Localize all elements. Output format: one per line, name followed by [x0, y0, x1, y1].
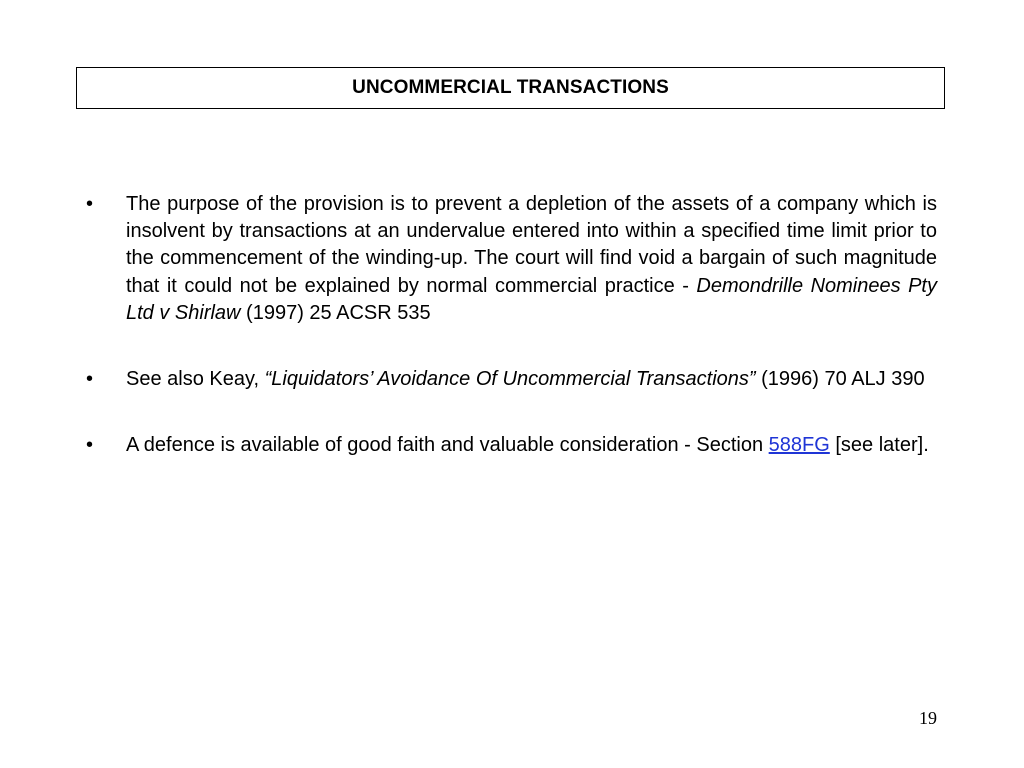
defence-text: A defence is available of good faith and valuable consideration - Section	[126, 434, 769, 457]
article-citation: (1996) 70 ALJ 390	[755, 368, 925, 391]
page-number: 19	[919, 708, 937, 728]
section-588fg-link[interactable]: 588FG	[768, 434, 830, 457]
bullet-marker: •	[86, 434, 94, 457]
case-name: Demondrille Nominees Pty Ltd v Shirlaw	[126, 274, 937, 324]
bullet-item-defence	[84, 432, 937, 459]
case-citation: (1997) 25 ACSR 535	[240, 301, 431, 324]
bullet-item-see-also	[84, 366, 937, 393]
article-title: “Liquidators’ Avoidance Of Uncommercial Transactions”	[264, 368, 756, 391]
see-also-text: See also Keay,	[126, 368, 265, 391]
bullet-list	[84, 191, 937, 459]
slide-title-box	[76, 67, 945, 109]
slide-title: UNCOMMERCIAL TRANSACTIONS	[352, 77, 669, 98]
bullet-item-purpose	[84, 191, 937, 327]
defence-text-after: [see later].	[829, 434, 929, 457]
bullet-marker: •	[86, 193, 94, 215]
purpose-text: The purpose of the provision is to prevent a depletion of the assets of a company which is insolvent by transactions at an undervalue entered into within a specified time limit prior to the commencement of the winding-up. The court will find void a bargain of such magnitude that it could not be explained by normal commercial practice -	[126, 193, 937, 297]
bullet-marker: •	[86, 368, 94, 391]
